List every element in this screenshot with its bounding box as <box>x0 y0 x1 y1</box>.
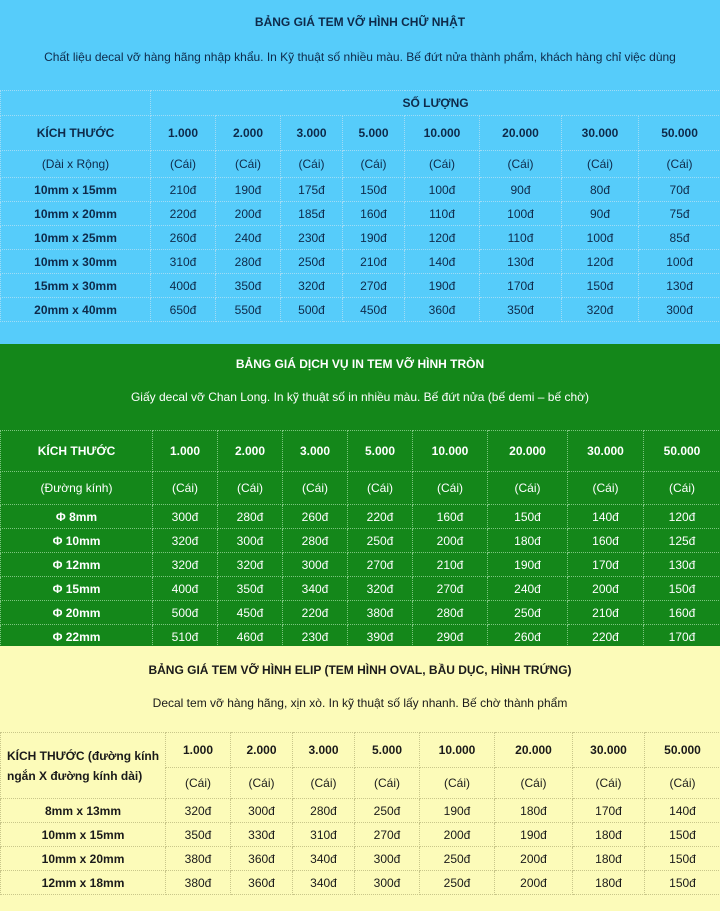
price-cell: 170đ <box>573 799 645 823</box>
price-cell: 210đ <box>413 553 488 577</box>
price-cell: 340đ <box>283 577 348 601</box>
price-cell: 500đ <box>153 601 218 625</box>
unit-label: (Cái) <box>283 472 348 505</box>
qty-header: 3.000 <box>283 431 348 472</box>
size-cell: Φ 15mm <box>1 577 153 601</box>
size-cell: 20mm x 40mm <box>1 298 151 322</box>
price-cell: 300đ <box>355 871 420 895</box>
unit-label: (Cái) <box>644 472 720 505</box>
price-cell: 160đ <box>644 601 720 625</box>
price-cell: 175đ <box>281 178 343 202</box>
price-cell: 450đ <box>343 298 405 322</box>
price-cell: 200đ <box>420 823 495 847</box>
size-label: KÍCH THƯỚC <box>7 748 85 763</box>
price-cell: 210đ <box>151 178 216 202</box>
price-cell: 300đ <box>355 847 420 871</box>
table-row <box>1 847 720 871</box>
price-cell: 120đ <box>405 226 480 250</box>
unit-label: (Cái) <box>405 151 480 178</box>
price-cell: 450đ <box>218 601 283 625</box>
price-cell: 260đ <box>488 625 568 649</box>
price-cell: 350đ <box>480 298 562 322</box>
price-cell: 510đ <box>153 625 218 649</box>
rect-section-title: BẢNG GIÁ TEM VỠ HÌNH CHỮ NHẬT <box>254 15 466 29</box>
price-cell: 125đ <box>644 529 720 553</box>
price-cell: 180đ <box>573 847 645 871</box>
price-cell: 150đ <box>343 178 405 202</box>
qty-header: 2.000 <box>231 733 293 768</box>
price-cell: 650đ <box>151 298 216 322</box>
qty-header: 10.000 <box>420 733 495 768</box>
round-section-title: BẢNG GIÁ DỊCH VỤ IN TEM VỠ HÌNH TRÒN <box>235 357 485 371</box>
price-cell: 180đ <box>573 823 645 847</box>
price-cell: 130đ <box>644 553 720 577</box>
table-row <box>1 202 720 226</box>
price-cell: 270đ <box>348 553 413 577</box>
size-cell: 10mm x 25mm <box>1 226 151 250</box>
price-cell: 190đ <box>420 799 495 823</box>
unit-label: (Cái) <box>216 151 281 178</box>
price-cell: 200đ <box>216 202 281 226</box>
size-cell: Φ 8mm <box>1 505 153 529</box>
qty-header: 5.000 <box>343 116 405 151</box>
price-cell: 250đ <box>488 601 568 625</box>
qty-header: 50.000 <box>645 733 720 768</box>
qty-header: 20.000 <box>480 116 562 151</box>
table-row <box>1 505 720 529</box>
price-cell: 250đ <box>420 847 495 871</box>
price-cell: 320đ <box>562 298 639 322</box>
price-cell: 550đ <box>216 298 281 322</box>
price-cell: 320đ <box>153 529 218 553</box>
price-cell: 380đ <box>166 847 231 871</box>
qty-header: 20.000 <box>488 431 568 472</box>
price-cell: 200đ <box>495 871 573 895</box>
unit-label: (Cái) <box>151 151 216 178</box>
price-cell: 350đ <box>216 274 281 298</box>
table-row <box>1 625 720 649</box>
price-cell: 220đ <box>568 625 644 649</box>
size-cell: 10mm x 20mm <box>1 202 151 226</box>
price-cell: 390đ <box>348 625 413 649</box>
price-cell: 320đ <box>281 274 343 298</box>
price-cell: 320đ <box>348 577 413 601</box>
size-cell: 8mm x 13mm <box>1 799 166 823</box>
price-cell: 340đ <box>293 847 355 871</box>
price-cell: 280đ <box>218 505 283 529</box>
price-cell: 160đ <box>568 529 644 553</box>
price-cell: 170đ <box>480 274 562 298</box>
price-cell: 360đ <box>405 298 480 322</box>
size-subheader: (đường kính ngắn X đường kính dài) <box>7 748 160 783</box>
unit-label: (Cái) <box>218 472 283 505</box>
elip-section-title: BẢNG GIÁ TEM VỠ HÌNH ELIP (TEM HÌNH OVAL, BẦU DỤC, HÌNH TRỨNG) <box>148 663 572 677</box>
qty-header: 10.000 <box>405 116 480 151</box>
price-cell: 110đ <box>405 202 480 226</box>
price-cell: 180đ <box>573 871 645 895</box>
price-cell: 170đ <box>568 553 644 577</box>
price-cell: 150đ <box>488 505 568 529</box>
price-cell: 170đ <box>644 625 720 649</box>
price-cell: 100đ <box>639 250 720 274</box>
price-cell: 150đ <box>562 274 639 298</box>
price-cell: 140đ <box>645 799 720 823</box>
size-cell: 10mm x 15mm <box>1 178 151 202</box>
price-cell: 100đ <box>562 226 639 250</box>
price-cell: 270đ <box>413 577 488 601</box>
price-cell: 280đ <box>216 250 281 274</box>
unit-label: (Cái) <box>343 151 405 178</box>
price-cell: 140đ <box>568 505 644 529</box>
qty-header: 50.000 <box>644 431 720 472</box>
price-cell: 250đ <box>420 871 495 895</box>
price-cell: 290đ <box>413 625 488 649</box>
price-cell: 230đ <box>283 625 348 649</box>
size-subheader: (Dài x Rộng) <box>1 151 151 178</box>
price-cell: 270đ <box>355 823 420 847</box>
price-cell: 180đ <box>495 799 573 823</box>
size-column-header: KÍCH THƯỚC <box>1 431 153 472</box>
price-cell: 260đ <box>283 505 348 529</box>
rect-price-section <box>0 0 720 344</box>
price-cell: 230đ <box>281 226 343 250</box>
price-cell: 300đ <box>639 298 720 322</box>
size-subheader: (Đường kính) <box>1 472 153 505</box>
round-table-body <box>1 505 720 649</box>
rect-table-body <box>1 178 720 322</box>
qty-header: 2.000 <box>218 431 283 472</box>
size-cell: Φ 20mm <box>1 601 153 625</box>
size-cell: 10mm x 20mm <box>1 847 166 871</box>
price-cell: 190đ <box>216 178 281 202</box>
price-cell: 380đ <box>348 601 413 625</box>
unit-label: (Cái) <box>573 768 645 799</box>
qty-header: 30.000 <box>562 116 639 151</box>
price-cell: 75đ <box>639 202 720 226</box>
price-cell: 70đ <box>639 178 720 202</box>
price-cell: 180đ <box>488 529 568 553</box>
elip-price-section <box>0 646 720 911</box>
unit-label: (Cái) <box>420 768 495 799</box>
qty-header: 3.000 <box>293 733 355 768</box>
unit-label: (Cái) <box>562 151 639 178</box>
empty-header-cell <box>1 91 151 116</box>
price-cell: 310đ <box>293 823 355 847</box>
price-cell: 300đ <box>218 529 283 553</box>
price-cell: 80đ <box>562 178 639 202</box>
price-cell: 300đ <box>231 799 293 823</box>
price-cell: 190đ <box>488 553 568 577</box>
table-row <box>1 250 720 274</box>
qty-header: 10.000 <box>413 431 488 472</box>
price-cell: 250đ <box>348 529 413 553</box>
table-row <box>1 529 720 553</box>
price-cell: 120đ <box>644 505 720 529</box>
price-cell: 300đ <box>153 505 218 529</box>
price-cell: 90đ <box>562 202 639 226</box>
qty-header: 1.000 <box>166 733 231 768</box>
quantity-header: SỐ LƯỢNG <box>151 91 720 116</box>
table-row <box>1 274 720 298</box>
price-cell: 260đ <box>151 226 216 250</box>
unit-label: (Cái) <box>639 151 720 178</box>
price-cell: 340đ <box>293 871 355 895</box>
size-column-header: KÍCH THƯỚC <box>1 116 151 151</box>
price-cell: 210đ <box>343 250 405 274</box>
price-cell: 190đ <box>405 274 480 298</box>
price-cell: 400đ <box>153 577 218 601</box>
price-cell: 330đ <box>231 823 293 847</box>
qty-header: 30.000 <box>568 431 644 472</box>
price-cell: 200đ <box>413 529 488 553</box>
price-cell: 360đ <box>231 871 293 895</box>
size-cell: 15mm x 30mm <box>1 274 151 298</box>
price-cell: 85đ <box>639 226 720 250</box>
qty-header: 1.000 <box>151 116 216 151</box>
price-cell: 240đ <box>488 577 568 601</box>
price-cell: 160đ <box>413 505 488 529</box>
unit-label: (Cái) <box>495 768 573 799</box>
price-cell: 150đ <box>645 847 720 871</box>
size-cell: Φ 22mm <box>1 625 153 649</box>
table-row <box>1 823 720 847</box>
price-cell: 350đ <box>166 823 231 847</box>
table-row <box>1 601 720 625</box>
elip-price-table <box>0 732 720 895</box>
price-cell: 360đ <box>231 847 293 871</box>
table-row <box>1 553 720 577</box>
qty-header: 3.000 <box>281 116 343 151</box>
size-cell: Φ 12mm <box>1 553 153 577</box>
price-cell: 220đ <box>283 601 348 625</box>
price-cell: 320đ <box>153 553 218 577</box>
unit-label: (Cái) <box>645 768 720 799</box>
price-cell: 280đ <box>283 529 348 553</box>
price-cell: 200đ <box>495 847 573 871</box>
price-cell: 140đ <box>405 250 480 274</box>
price-cell: 100đ <box>480 202 562 226</box>
qty-header: 1.000 <box>153 431 218 472</box>
price-cell: 270đ <box>343 274 405 298</box>
price-cell: 240đ <box>216 226 281 250</box>
price-cell: 190đ <box>343 226 405 250</box>
price-cell: 130đ <box>639 274 720 298</box>
table-row <box>1 298 720 322</box>
table-row <box>1 871 720 895</box>
price-cell: 150đ <box>645 871 720 895</box>
price-cell: 90đ <box>480 178 562 202</box>
price-cell: 150đ <box>644 577 720 601</box>
price-cell: 100đ <box>405 178 480 202</box>
price-cell: 110đ <box>480 226 562 250</box>
unit-label: (Cái) <box>348 472 413 505</box>
unit-label: (Cái) <box>281 151 343 178</box>
rect-price-table <box>0 90 720 322</box>
size-cell: 10mm x 15mm <box>1 823 166 847</box>
price-cell: 185đ <box>281 202 343 226</box>
elip-section-description: Decal tem vỡ hàng hãng, xịn xò. In kỹ thuật số lấy nhanh. Bế chờ thành phẩm <box>152 696 568 710</box>
round-price-table <box>0 430 720 649</box>
price-cell: 310đ <box>151 250 216 274</box>
size-cell: 10mm x 30mm <box>1 250 151 274</box>
unit-label: (Cái) <box>166 768 231 799</box>
price-cell: 320đ <box>218 553 283 577</box>
unit-label: (Cái) <box>153 472 218 505</box>
table-row <box>1 178 720 202</box>
price-cell: 320đ <box>166 799 231 823</box>
size-cell: Φ 10mm <box>1 529 153 553</box>
unit-label: (Cái) <box>231 768 293 799</box>
price-cell: 460đ <box>218 625 283 649</box>
qty-header: 50.000 <box>639 116 720 151</box>
elip-table-body <box>1 799 720 895</box>
unit-label: (Cái) <box>488 472 568 505</box>
price-cell: 200đ <box>568 577 644 601</box>
table-row <box>1 799 720 823</box>
price-cell: 380đ <box>166 871 231 895</box>
price-cell: 220đ <box>348 505 413 529</box>
rect-section-description: Chất liệu decal vỡ hàng hãng nhập khẩu. In Kỹ thuật số nhiều màu. Bế đứt nửa thành phẩm, khách hàng chỉ việc dùng <box>44 50 676 64</box>
price-cell: 250đ <box>355 799 420 823</box>
price-cell: 160đ <box>343 202 405 226</box>
qty-header: 5.000 <box>348 431 413 472</box>
table-row <box>1 226 720 250</box>
price-cell: 210đ <box>568 601 644 625</box>
qty-header: 2.000 <box>216 116 281 151</box>
price-cell: 300đ <box>283 553 348 577</box>
qty-header: 30.000 <box>573 733 645 768</box>
unit-label: (Cái) <box>568 472 644 505</box>
price-cell: 500đ <box>281 298 343 322</box>
size-column-header <box>1 733 166 799</box>
price-cell: 190đ <box>495 823 573 847</box>
qty-header: 20.000 <box>495 733 573 768</box>
size-cell: 12mm x 18mm <box>1 871 166 895</box>
table-row <box>1 577 720 601</box>
unit-label: (Cái) <box>480 151 562 178</box>
price-cell: 130đ <box>480 250 562 274</box>
round-section-description: Giấy decal vỡ Chan Long. In kỹ thuật số in nhiều màu. Bế đứt nửa (bế demi – bế chờ) <box>130 390 590 404</box>
price-cell: 250đ <box>281 250 343 274</box>
price-cell: 120đ <box>562 250 639 274</box>
price-cell: 350đ <box>218 577 283 601</box>
unit-label: (Cái) <box>355 768 420 799</box>
price-cell: 280đ <box>293 799 355 823</box>
price-cell: 400đ <box>151 274 216 298</box>
price-cell: 150đ <box>645 823 720 847</box>
price-cell: 280đ <box>413 601 488 625</box>
unit-label: (Cái) <box>293 768 355 799</box>
qty-header: 5.000 <box>355 733 420 768</box>
round-price-section <box>0 344 720 646</box>
unit-label: (Cái) <box>413 472 488 505</box>
price-cell: 220đ <box>151 202 216 226</box>
